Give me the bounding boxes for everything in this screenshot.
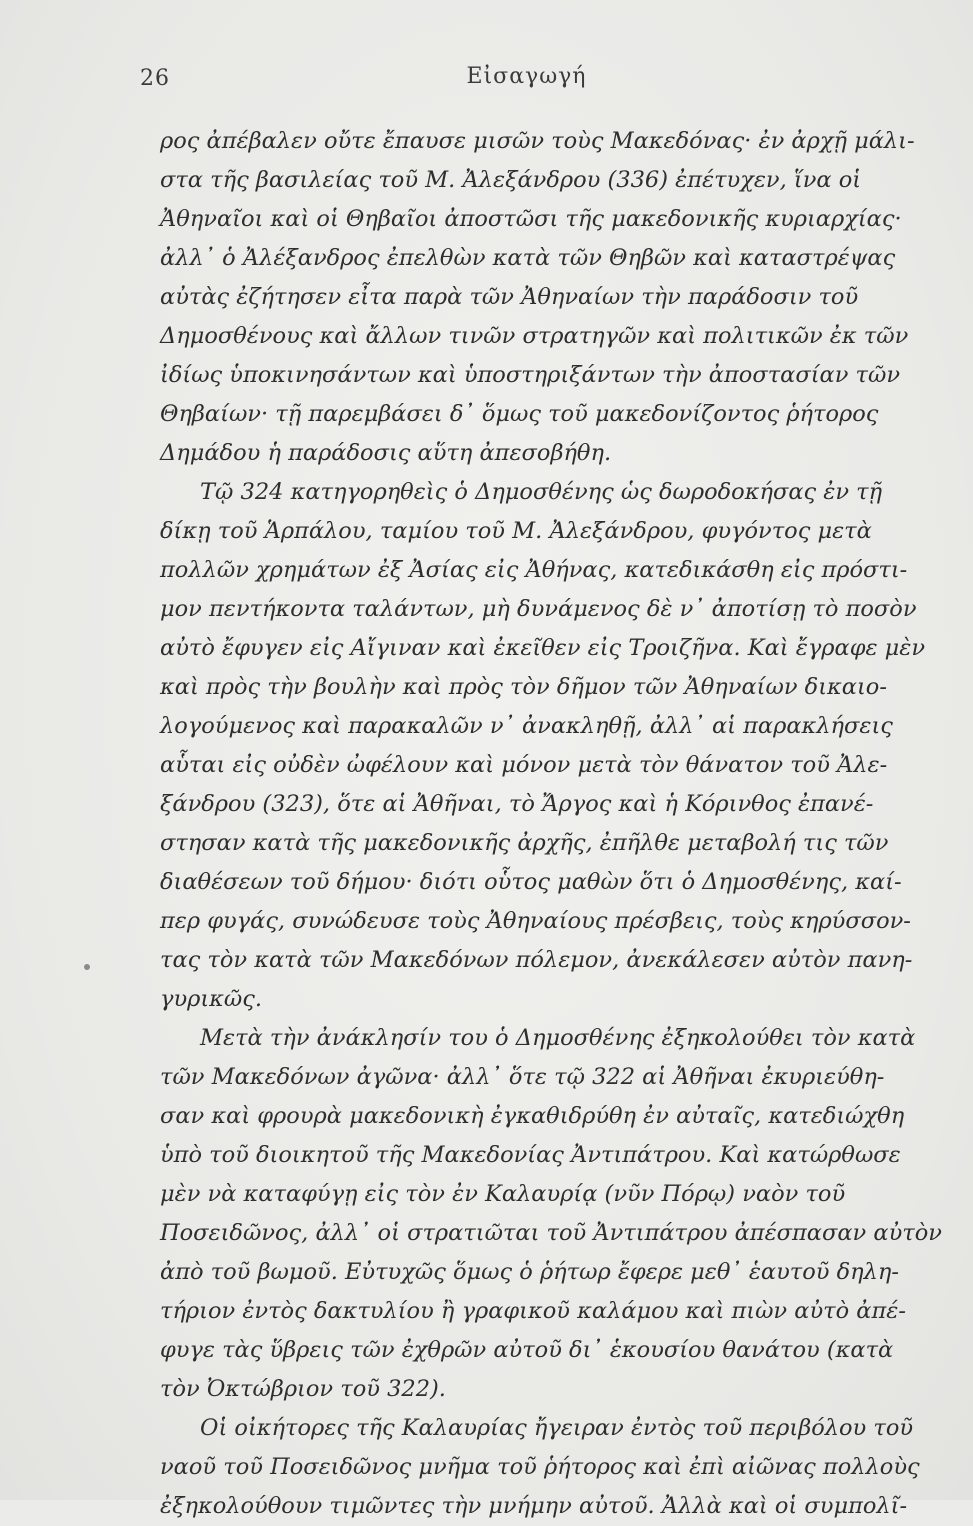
paragraph-start-line: Οἱ οἰκήτορες τῆς Καλαυρίας ἤγειραν ἐντὸς τοῦ περιβόλου τοῦ [200, 1415, 914, 1441]
margin-dot-mark [84, 964, 90, 970]
body-text [160, 122, 950, 1526]
text-line: γυρικῶς. [160, 986, 263, 1012]
text-line: ὑπὸ τοῦ διοικητοῦ τῆς Μακεδονίας Ἀντιπάτρου. Καὶ κατώρθωσε [160, 1142, 901, 1168]
text-line: στα τῆς βασιλείας τοῦ Μ. Ἀλεξάνδρου (336) ἐπέτυχεν, ἵνα οἱ [160, 167, 862, 193]
paragraph-start-line: Μετὰ τὴν ἀνάκλησίν του ὁ Δημοσθένης ἐξηκολούθει τὸν κατὰ [200, 1025, 916, 1051]
text-line: Ποσειδῶνος, ἀλλ᾽ οἱ στρατιῶται τοῦ Ἀντιπάτρου ἀπέσπασαν αὐτὸν [160, 1220, 942, 1246]
text-line: πολλῶν χρημάτων ἐξ Ἀσίας εἰς Ἀθήνας, κατεδικάσθη εἰς πρόστι- [160, 557, 908, 583]
text-line: Ἀθηναῖοι καὶ οἱ Θηβαῖοι ἀποστῶσι τῆς μακεδονικῆς κυριαρχίας· [160, 206, 902, 232]
running-header [0, 60, 973, 100]
text-line: τήριον ἐντὸς δακτυλίου ἢ γραφικοῦ καλάμου καὶ πιὼν αὐτὸ ἀπέ- [160, 1298, 906, 1324]
text-line: φυγε τὰς ὕβρεις τῶν ἐχθρῶν αὐτοῦ δι᾽ ἑκουσίου θανάτου (κατὰ [160, 1337, 894, 1363]
text-line: ἀλλ᾽ ὁ Ἀλέξανδρος ἐπελθὼν κατὰ τῶν Θηβῶν καὶ καταστρέψας [160, 245, 896, 271]
text-line: μὲν νὰ καταφύγῃ εἰς τὸν ἐν Καλαυρίᾳ (νῦν Πόρῳ) ναὸν τοῦ [160, 1181, 846, 1207]
page-number: 26 [140, 66, 170, 91]
text-line: ἰδίως ὑποκινησάντων καὶ ὑποστηριξάντων τὴν ἀποστασίαν τῶν [160, 362, 901, 388]
text-line: καὶ πρὸς τὴν βουλὴν καὶ πρὸς τὸν δῆμον τῶν Ἀθηναίων δικαιο- [160, 674, 887, 700]
text-line: περ φυγάς, συνώδευσε τοὺς Ἀθηναίους πρέσβεις, τοὺς κηρύσσον- [160, 908, 911, 934]
text-line: σαν καὶ φρουρὰ μακεδονικὴ ἐγκαθιδρύθη ἐν αὐταῖς, κατεδιώχθη [160, 1103, 905, 1129]
text-line: λογούμενος καὶ παρακαλῶν ν᾽ ἀνακληθῇ, ἀλλ᾽ αἱ παρακλήσεις [160, 713, 893, 739]
text-line: ξάνδρου (323), ὅτε αἱ Ἀθῆναι, τὸ Ἄργος καὶ ἡ Κόρινθος ἐπανέ- [160, 791, 874, 817]
text-line: Δημοσθένους καὶ ἄλλων τινῶν στρατηγῶν καὶ πολιτικῶν ἐκ τῶν [160, 323, 909, 349]
text-line: ἐξηκολούθουν τιμῶντες τὴν μνήμην αὐτοῦ. Ἀλλὰ καὶ οἱ συμπολῖ- [160, 1493, 908, 1519]
text-line: τας τὸν κατὰ τῶν Μακεδόνων πόλεμον, ἀνεκάλεσεν αὐτὸν πανη- [160, 947, 913, 973]
text-line: στησαν κατὰ τῆς μακεδονικῆς ἀρχῆς, ἐπῆλθε μεταβολή τις τῶν [160, 830, 889, 856]
text-line: ναοῦ τοῦ Ποσειδῶνος μνῆμα τοῦ ῥήτορος καὶ ἐπὶ αἰῶνας πολλοὺς [160, 1454, 920, 1480]
text-line: τῶν Μακεδόνων ἀγῶνα· ἀλλ᾽ ὅτε τῷ 322 αἱ Ἀθῆναι ἐκυριεύθη- [160, 1064, 885, 1090]
text-line: Θηβαίων· τῇ παρεμβάσει δ᾽ ὅμως τοῦ μακεδονίζοντος ῥήτορος [160, 401, 879, 427]
text-line: Δημάδου ἡ παράδοσις αὕτη ἀπεσοβήθη. [160, 440, 612, 466]
text-line: τὸν Ὀκτώβριον τοῦ 322). [160, 1376, 446, 1402]
text-line: αὗται εἰς οὐδὲν ὠφέλουν καὶ μόνον μετὰ τὸν θάνατον τοῦ Ἀλε- [160, 752, 888, 778]
text-line: μον πεντήκοντα ταλάντων, μὴ δυνάμενος δὲ ν᾽ ἀποτίσῃ τὸ ποσὸν [160, 596, 917, 622]
paragraph-start-line: Τῷ 324 κατηγορηθεὶς ὁ Δημοσθένης ὡς δωροδοκήσας ἐν τῇ [200, 479, 883, 505]
text-line: διαθέσεων τοῦ δήμου· διότι οὗτος μαθὼν ὅτι ὁ Δημοσθένης, καί- [160, 869, 902, 895]
running-title: Εἰσαγωγή [466, 64, 587, 89]
text-line: ρος ἀπέβαλεν οὔτε ἔπαυσε μισῶν τοὺς Μακεδόνας· ἐν ἀρχῇ μάλι- [160, 128, 915, 154]
text-line: αὐτὰς ἐζήτησεν εἶτα παρὰ τῶν Ἀθηναίων τὴν παράδοσιν τοῦ [160, 284, 859, 310]
text-line: δίκῃ τοῦ Ἁρπάλου, ταμίου τοῦ Μ. Ἀλεξάνδρου, φυγόντος μετὰ [160, 518, 872, 544]
text-line: αὐτὸ ἔφυγεν εἰς Αἴγιναν καὶ ἐκεῖθεν εἰς Τροιζῆνα. Καὶ ἔγραφε μὲν [160, 635, 926, 661]
text-line: ἀπὸ τοῦ βωμοῦ. Εὐτυχῶς ὅμως ὁ ῥήτωρ ἔφερε μεθ᾽ ἑαυτοῦ δηλη- [160, 1259, 899, 1285]
